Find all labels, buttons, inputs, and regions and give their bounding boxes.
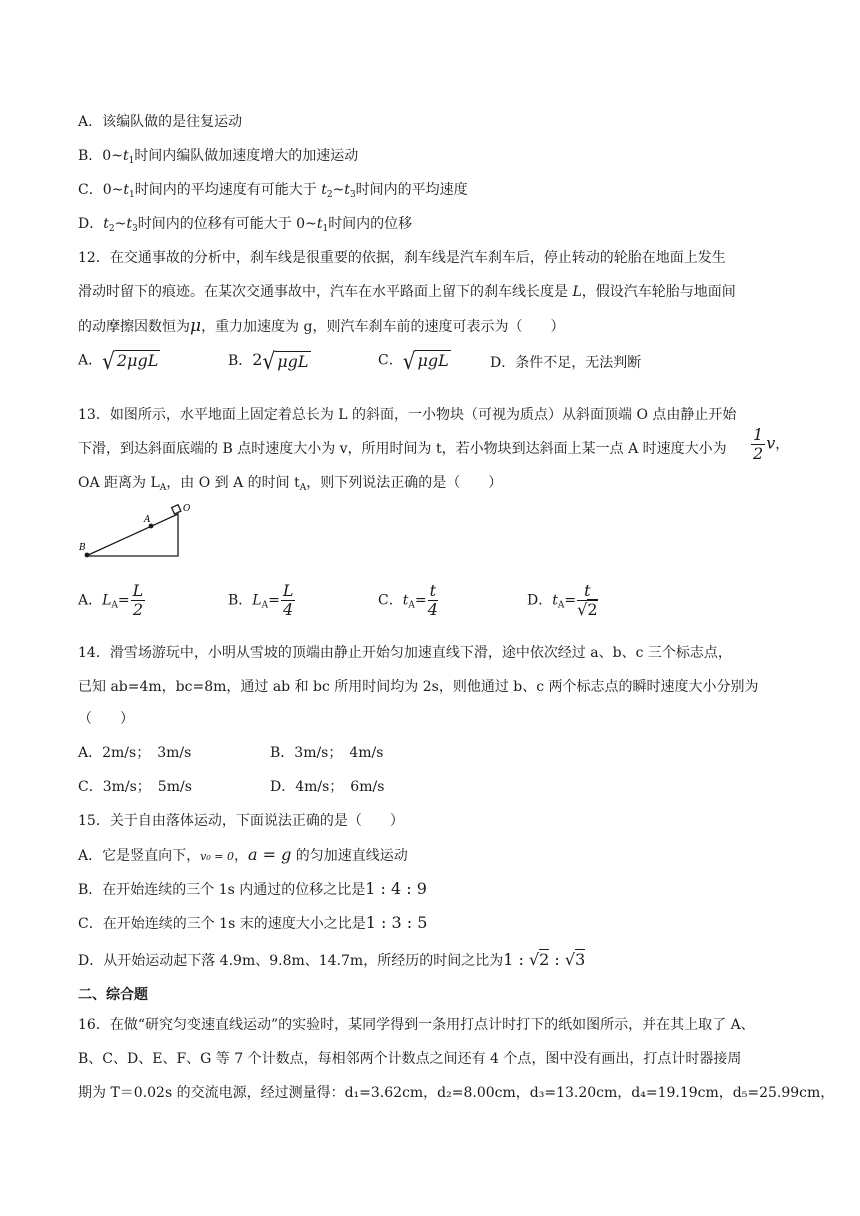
q14-option-b: B．3m/s； 4m/s — [270, 745, 384, 761]
q14-option-c: C．3m/s； 5m/s — [78, 779, 192, 795]
q12-option-b: B．2√ μgL — [228, 347, 309, 375]
q16-stem-line3: 期为 T＝0.02s 的交流电源，经过测量得：d₁=3.62cm，d₂=8.00cm，d₃=13.20cm，d₄=19.19cm，d₅=25.99cm， — [78, 1085, 835, 1101]
q13-option-c: C．$t_A=$ $\frac{t}{4}$ — [378, 581, 438, 619]
q14-stem-line2: 已知 ab=4m，bc=8m，通过 ab 和 bc 所用时间均为 2s，则他通过 b、c 两个标志点的瞬时速度大小分别为 — [78, 679, 759, 695]
q15-stem: 15．关于自由落体运动，下面说法正确的是（ ） — [78, 813, 404, 829]
q15-option-a: A．它是竖直向下，v₀ = 0，a = g 的匀加速直线运动 — [78, 845, 408, 864]
q12-stem-line2: 滑动时留下的痕迹。在某次交通事故中，汽车在水平路面上留下的刹车线长度是 L，假设汽车轮胎与地面间 — [78, 284, 736, 300]
q13-option-d: D．$t_A=$ $\frac{t}{√2}$ — [527, 581, 598, 619]
sqrt-symbol: √ μgL — [402, 346, 449, 375]
q12-option-c: C．√ μgL — [378, 346, 449, 375]
q15-option-d: D．从开始运动起下落 4.9m、9.8m、14.7m，所经历的时间之比为1 : √2 : √3 — [78, 950, 586, 969]
q12-stem-line1: 12．在交通事故的分析中，刹车线是很重要的依据，刹车线是汽车刹车后，停止转动的轮胎在地面上发生 — [78, 250, 726, 266]
incline-triangle — [86, 514, 178, 556]
q11-option-a: A．该编队做的是往复运动 — [78, 114, 243, 130]
label-a: A — [144, 515, 151, 525]
point-b-dot — [85, 553, 90, 558]
q12-option-a: A．√ 2μgL — [78, 346, 159, 375]
label-b: B — [79, 543, 86, 553]
q12-stem-line3: 的动摩擦因数恒为μ，重力加速度为 g，则汽车刹车前的速度可表示为（ ） — [78, 316, 565, 336]
sqrt-symbol: √ 2μgL — [102, 346, 159, 375]
label-o: O — [183, 504, 191, 514]
block-at-o — [172, 505, 181, 514]
q15-option-c: C．在开始连续的三个 1s 末的速度大小之比是1 : 3 : 5 — [78, 913, 428, 932]
q13-stem-line2: 下滑，到达斜面底端的 B 点时速度大小为 v，所用时间为 t，若小物块到达斜面上某一点 A 时速度大小为 — [78, 441, 727, 457]
q14-stem-line3: （ ） — [78, 711, 134, 727]
sqrt-symbol: √ μgL — [262, 347, 309, 375]
incline-figure — [78, 500, 198, 562]
q11-option-c: C．$0\sim t_1$时间内的平均速度有可能大于 $t_2\sim t_3$时间内的平均速度 — [78, 182, 468, 200]
q14-option-d: D．4m/s； 6m/s — [270, 779, 385, 795]
q13-half-v-fraction: $\frac{1}{2}$ v， — [753, 425, 790, 463]
q13-stem-line3: OA 距离为 $L_A$，由 O 到 A 的时间 $t_A$，则下列说法正确的是（ ） — [78, 475, 503, 493]
q11-option-b: B．$0\sim t_1$时间内编队做加速度增大的加速运动 — [78, 148, 359, 166]
section-title: 二、综合题 — [78, 987, 148, 1003]
q12-option-d: D．条件不足，无法判断 — [490, 355, 642, 371]
q16-stem-line2: B、C、D、E、F、G 等 7 个计数点，每相邻两个计数点之间还有 4 个点，图中没有画出，打点计时器接周 — [78, 1051, 742, 1067]
q16-stem-line1: 16．在做“研究匀变速直线运动”的实验时，某同学得到一条用打点计时打下的纸如图所示，并在其上取了 A、 — [78, 1017, 755, 1033]
q11-option-d: D．$t_2\sim t_3$时间内的位移有可能大于 $0\sim t_1$时间内的位移 — [78, 216, 413, 234]
q13-option-b: B．$L_A=$ $\frac{L}{4}$ — [228, 581, 294, 619]
q14-stem-line1: 14．滑雪场游玩中，小明从雪坡的顶端由静止开始匀加速直线下滑，途中依次经过 a、b、c 三个标志点， — [78, 645, 732, 661]
q15-option-b: B．在开始连续的三个 1s 内通过的位移之比是1 : 4 : 9 — [78, 879, 427, 898]
q13-stem-line1: 13．如图所示，水平地面上固定着总长为 L 的斜面，一小物块（可视为质点）从斜面顶端 O 点由静止开始 — [78, 407, 737, 423]
q13-option-a: A．$L_A=$ $\frac{L}{2}$ — [78, 581, 144, 619]
q14-option-a: A．2m/s； 3m/s — [78, 745, 192, 761]
